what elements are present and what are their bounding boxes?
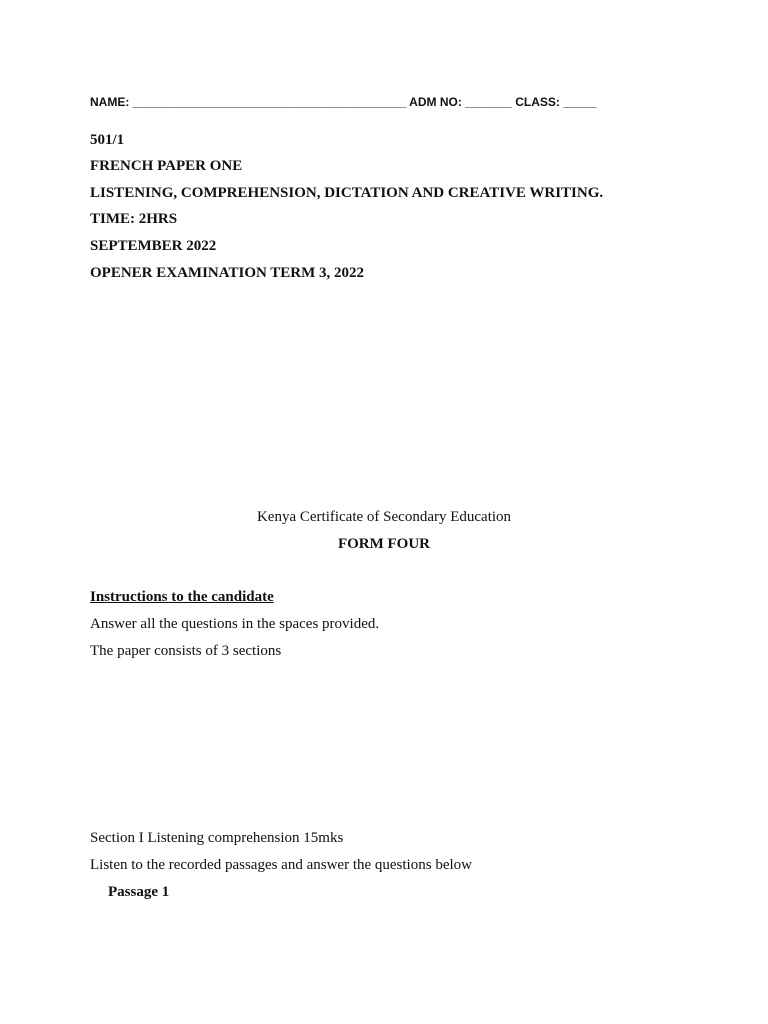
paper-time: TIME: 2HRS (90, 211, 178, 227)
exam-title: OPENER EXAMINATION TERM 3, 2022 (90, 265, 365, 281)
paper-title: FRENCH PAPER ONE (90, 158, 243, 174)
name-adm-class-line: NAME: _________________________________________ ADM NO: _______ CLASS: _____ (90, 95, 597, 109)
form-level: FORM FOUR (337, 536, 431, 552)
instruction-item: The paper consists of 3 sections (90, 643, 282, 659)
paper-code: 501/1 (90, 132, 125, 148)
section-title: Section I Listening comprehension 15mks (90, 830, 344, 846)
paper-subtitle: LISTENING, COMPREHENSION, DICTATION AND CREATIVE WRITING. (90, 185, 604, 201)
paper-date: SEPTEMBER 2022 (90, 238, 217, 254)
section-instruction: Listen to the recorded passages and answer the questions below (90, 857, 472, 873)
certificate-name: Kenya Certificate of Secondary Education (256, 509, 512, 525)
passage-label: Passage 1 (108, 884, 170, 900)
instructions-heading: Instructions to the candidate (90, 589, 274, 605)
instruction-item: Answer all the questions in the spaces provided. (90, 616, 380, 632)
